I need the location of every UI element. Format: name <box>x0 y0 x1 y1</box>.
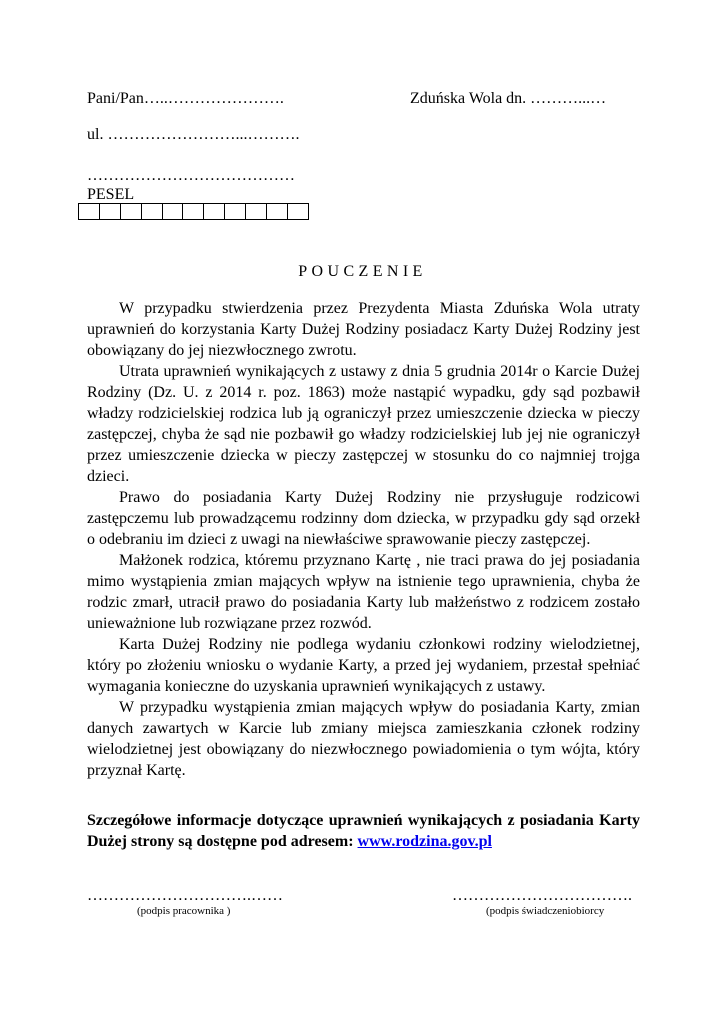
pesel-digit-box[interactable] <box>79 203 100 220</box>
address-dots-line: ………………………………… <box>87 167 295 184</box>
pesel-digit-box[interactable] <box>142 203 163 220</box>
city-date-line: Zduńska Wola dn. ………...… <box>410 90 607 107</box>
employee-signature-line: ………………………….…… <box>87 887 283 904</box>
rodzina-link[interactable]: www.rodzina.gov.pl <box>357 833 492 850</box>
document-title: POUCZENIE <box>298 263 427 280</box>
paragraph: W przypadku wystąpienia zmian mających wpływ do posiadania Karty, zmian danych zawartych w Karcie lub zmiany miejsca zamieszkania członek rodziny wielodzietnej jest obowiązany do niezwłocznego powiadomienia o tym wójta, który przyznał Kartę. <box>87 699 640 779</box>
pesel-digit-box[interactable] <box>225 203 246 220</box>
pesel-digit-box[interactable] <box>121 203 142 220</box>
employee-signature-caption: (podpis pracownika ) <box>137 905 231 917</box>
paragraph: W przypadku stwierdzenia przez Prezydenta Miasta Zduńska Wola utraty uprawnień do korzystania Karty Dużej Rodziny posiadacz Karty Dużej Rodziny jest obowiązany do jej niezwłocznego zwrotu. <box>87 300 640 359</box>
paragraph: Utrata uprawnień wynikających z ustawy z dnia 5 grudnia 2014r o Karcie Dużej Rodziny (Dz. U. z 2014 r. poz. 1863) może nastąpić wypadku, gdy sąd pozbawił władzy rodzicielskiej rodzica lub ją ograniczył przez umieszczenie dziecka w pieczy zastępczej, chyba że sąd nie pozbawił go władzy rodzicielskiej lub jej nie ograniczył przez umieszczenie dziecka w pieczy zastępczej w stosunku do co najmniej trojga dzieci. <box>87 363 640 485</box>
beneficiary-signature-line: ……………………………. <box>452 887 632 904</box>
paragraph: Małżonek rodzica, któremu przyznano Kartę , nie traci prawa do jej posiadania mimo wystąpienia zmian mających wpływ na istnienie tego uprawnienia, chyba że rodzic zmarł, utracił prawo do posiadania Karty lub małżeństwo z rodzicem zostało unieważnione lub rozwiązane przez rozwód. <box>87 552 640 632</box>
pesel-digit-box[interactable] <box>246 203 267 220</box>
pesel-boxes <box>78 203 309 220</box>
paragraph: Karta Dużej Rodziny nie podlega wydaniu członkowi rodziny wielodzietnej, który po złożeniu wniosku o wydanie Karty, a przed jej wydaniem, przestał spełniać wymagania konieczne do uzyskania uprawnień wynikających z ustawy. <box>87 636 640 695</box>
paragraph: Prawo do posiadania Karty Dużej Rodziny nie przysługuje rodzicowi zastępczemu lub prowadzącemu rodzinny dom dziecka, w przypadku gdy sąd orzekł o odebraniu im dzieci z uwagi na niewłaściwe sprawowanie pieczy zastępczej. <box>87 489 640 548</box>
info-text: Szczegółowe informacje dotyczące uprawnień wynikających z posiadania Karty Dużej strony są dostępne pod adresem: <box>87 812 640 850</box>
document-body <box>87 298 640 781</box>
name-line: Pani/Pan…..…………………. <box>87 90 284 107</box>
pesel-digit-box[interactable] <box>183 203 204 220</box>
pesel-digit-box[interactable] <box>288 203 309 220</box>
beneficiary-signature-caption: (podpis świadczeniobiorcy <box>486 905 605 917</box>
pesel-digit-box[interactable] <box>100 203 121 220</box>
info-notice <box>87 810 640 852</box>
street-line: ul. ……………………...………. <box>87 126 300 143</box>
pesel-digit-box[interactable] <box>163 203 184 220</box>
pesel-digit-box[interactable] <box>204 203 225 220</box>
pesel-digit-box[interactable] <box>267 203 288 220</box>
pesel-label: PESEL <box>87 186 135 203</box>
